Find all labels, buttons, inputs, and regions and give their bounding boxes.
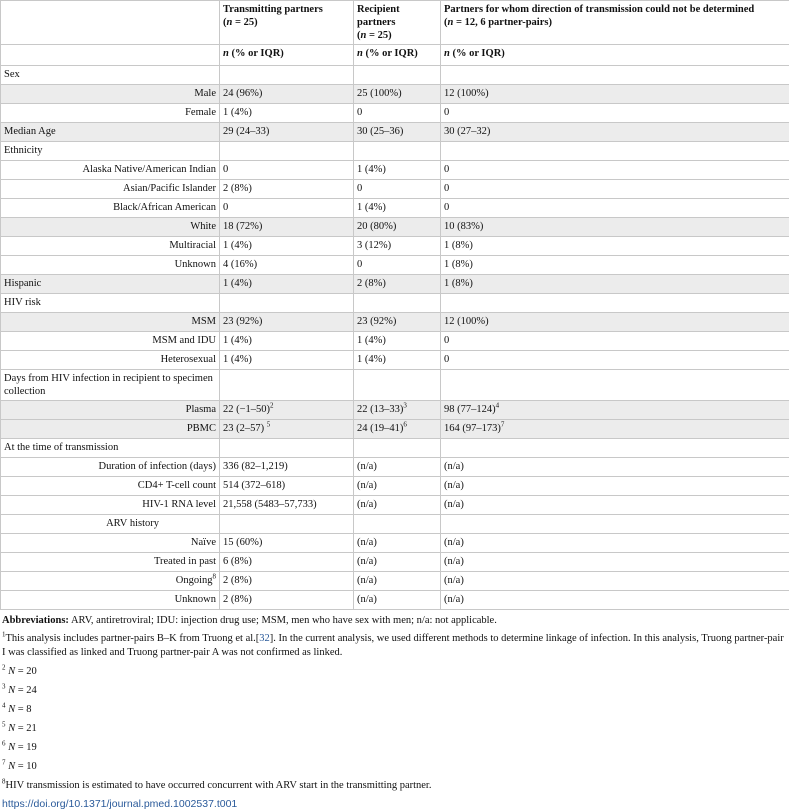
table-row — [1, 515, 789, 534]
cell-c4: 1 (8%) — [441, 237, 789, 256]
table-row — [1, 85, 789, 104]
footnote-n: $^3$ N = 24 — [2, 684, 787, 698]
cell-c3: 0 — [354, 104, 441, 123]
unit-row — [1, 45, 789, 66]
row-label: MSM — [1, 313, 220, 332]
unit-label: n (% or IQR) — [354, 45, 441, 66]
cell-c4: 0 — [441, 104, 789, 123]
row-label: Duration of infection (days) — [1, 458, 220, 477]
row-label: Sex — [1, 66, 220, 85]
row-label: MSM and IDU — [1, 332, 220, 351]
row-label: Hispanic — [1, 275, 220, 294]
cell-c4: (n/a) — [441, 591, 789, 610]
cell-c3: (n/a) — [354, 591, 441, 610]
row-label: Days from HIV infection in recipient to specimen collection — [1, 370, 220, 401]
table-row — [1, 161, 789, 180]
cell-c4: 0 — [441, 332, 789, 351]
row-label: ARV history — [1, 515, 220, 534]
cell-c2: 2 (8%) — [220, 180, 354, 199]
cell-c2: 23 (92%) — [220, 313, 354, 332]
cell-c2: 1 (4%) — [220, 351, 354, 370]
table-row — [1, 275, 789, 294]
cell-c3: 0 — [354, 180, 441, 199]
table-row — [1, 199, 789, 218]
cell-c2: 18 (72%) — [220, 218, 354, 237]
abbreviations-note: Abbreviations: ARV, antiretroviral; IDU: injection drug use; MSM, men who have sex with men; n/a: not applicable. — [2, 614, 787, 628]
table-row — [1, 313, 789, 332]
cell-c4: (n/a) — [441, 534, 789, 553]
table-row — [1, 237, 789, 256]
cell-c2 — [220, 66, 354, 85]
cell-c3: 30 (25–36) — [354, 123, 441, 142]
cell-c2: 336 (82–1,219) — [220, 458, 354, 477]
cell-c3: 1 (4%) — [354, 199, 441, 218]
cell-c3: 1 (4%) — [354, 332, 441, 351]
table-row — [1, 104, 789, 123]
cell-c4: 98 $(77-124)^4$ — [441, 401, 789, 420]
cell-c4: (n/a) — [441, 572, 789, 591]
cell-c3: 22 $(13-33)^3$ — [354, 401, 441, 420]
footnote-n: $^7$ N = 10 — [2, 760, 787, 774]
header-undetermined: Partners for whom direction of transmission could not be determined (n = 12, 6 partner-pairs) — [441, 1, 789, 45]
cell-c4 — [441, 370, 789, 401]
footnote-n: $^4$ N = 8 — [2, 703, 787, 717]
header-row — [1, 1, 789, 45]
row-label: Black/African American — [1, 199, 220, 218]
cell-c2: 21,558 (5483–57,733) — [220, 496, 354, 515]
row-label: Male — [1, 85, 220, 104]
cell-c3: 24 $(19-41)^6$ — [354, 420, 441, 439]
footnote-8: $^8$HIV transmission is estimated to have occurred concurrent with ARV start in the transmitting partner. — [2, 779, 787, 793]
row-label: Female — [1, 104, 220, 123]
cell-c3: 2 (8%) — [354, 275, 441, 294]
cell-c2: 1 (4%) — [220, 332, 354, 351]
table-row — [1, 123, 789, 142]
doi-link[interactable]: https://doi.org/10.1371/journal.pmed.1002537.t001 — [0, 798, 789, 810]
row-label: Unknown — [1, 256, 220, 275]
cell-c4: 0 — [441, 180, 789, 199]
header-transmitting: Transmitting partners (n = 25) — [220, 1, 354, 45]
table-row — [1, 458, 789, 477]
cell-c4 — [441, 294, 789, 313]
cell-c2 — [220, 142, 354, 161]
cell-c4: 0 — [441, 199, 789, 218]
table-row — [1, 256, 789, 275]
cell-c4: (n/a) — [441, 553, 789, 572]
table-row — [1, 294, 789, 313]
footnote-1: $^1$This analysis includes partner-pairs B–K from Truong et al.[32]. In the current analysis, we used different methods to determine linkage of infection. In this analysis, Truong partner-pair I was classified as linked and Truong partner-pair A was not confirmed as linked. — [2, 632, 787, 660]
row-label: HIV risk — [1, 294, 220, 313]
row-label: Alaska Native/American Indian — [1, 161, 220, 180]
cell-c4: (n/a) — [441, 458, 789, 477]
unit-label: n (% or IQR) — [220, 45, 354, 66]
table-row — [1, 477, 789, 496]
cell-c3: 0 — [354, 256, 441, 275]
cell-c3 — [354, 370, 441, 401]
table-row — [1, 496, 789, 515]
cell-c2: 0 — [220, 161, 354, 180]
cell-c3: 1 (4%) — [354, 161, 441, 180]
cell-c2: 1 (4%) — [220, 275, 354, 294]
cell-c4: 1 (8%) — [441, 256, 789, 275]
row-label: Heterosexual — [1, 351, 220, 370]
cell-c3: (n/a) — [354, 553, 441, 572]
cell-c4: 0 — [441, 161, 789, 180]
table-notes — [0, 610, 789, 793]
cell-c2: 2 (8%) — [220, 591, 354, 610]
row-label: White — [1, 218, 220, 237]
table-row — [1, 534, 789, 553]
cell-c3: (n/a) — [354, 572, 441, 591]
cell-c2 — [220, 294, 354, 313]
cell-c4 — [441, 142, 789, 161]
cell-c3: (n/a) — [354, 534, 441, 553]
cell-c3 — [354, 142, 441, 161]
row-label: PBMC — [1, 420, 220, 439]
table-body — [1, 66, 789, 610]
cell-c3: (n/a) — [354, 458, 441, 477]
table-row — [1, 332, 789, 351]
cell-c3 — [354, 439, 441, 458]
cell-c4: 12 (100%) — [441, 85, 789, 104]
table-row — [1, 572, 789, 591]
cell-c4 — [441, 515, 789, 534]
cell-c2: 4 (16%) — [220, 256, 354, 275]
cell-c3: 3 (12%) — [354, 237, 441, 256]
row-label: Unknown — [1, 591, 220, 610]
cell-c4: 164 $(97-173)^7$ — [441, 420, 789, 439]
cell-c4 — [441, 66, 789, 85]
table-row — [1, 553, 789, 572]
row-label: CD4+ T-cell count — [1, 477, 220, 496]
table-row — [1, 420, 789, 439]
cell-c2: 2 (8%) — [220, 572, 354, 591]
cell-c4: (n/a) — [441, 477, 789, 496]
row-label: HIV-1 RNA level — [1, 496, 220, 515]
cell-c3: (n/a) — [354, 496, 441, 515]
footnote-n: $^6$ N = 19 — [2, 741, 787, 755]
cell-c2: 29 (24–33) — [220, 123, 354, 142]
cell-c2 — [220, 515, 354, 534]
cell-c2: 24 (96%) — [220, 85, 354, 104]
cell-c3: 20 (80%) — [354, 218, 441, 237]
cell-c2: 6 (8%) — [220, 553, 354, 572]
cell-c2 — [220, 439, 354, 458]
row-label: Ethnicity — [1, 142, 220, 161]
row-label: At the time of transmission — [1, 439, 220, 458]
cell-c2: 514 (372–618) — [220, 477, 354, 496]
cell-c2 — [220, 370, 354, 401]
cell-c2: 0 — [220, 199, 354, 218]
cell-c3 — [354, 66, 441, 85]
table-row — [1, 401, 789, 420]
row-label: Multiracial — [1, 237, 220, 256]
table-row — [1, 180, 789, 199]
cell-c3: 23 (92%) — [354, 313, 441, 332]
cell-c3 — [354, 515, 441, 534]
header-recipient: Recipient partners (n = 25) — [354, 1, 441, 45]
cell-c4: 0 — [441, 351, 789, 370]
table-row — [1, 439, 789, 458]
footnote-n-list — [2, 665, 787, 774]
reference-link[interactable]: 32 — [259, 633, 270, 644]
row-label: Treated in past — [1, 553, 220, 572]
footnote-n: $^2$ N = 20 — [2, 665, 787, 679]
table-row — [1, 218, 789, 237]
cell-c4 — [441, 439, 789, 458]
header-empty-cell — [1, 1, 220, 45]
row-label: Plasma — [1, 401, 220, 420]
table-row — [1, 591, 789, 610]
cell-c4: 1 (8%) — [441, 275, 789, 294]
footnote-n: $^5$ N = 21 — [2, 722, 787, 736]
unit-label: n (% or IQR) — [441, 45, 789, 66]
cell-c3: 25 (100%) — [354, 85, 441, 104]
cell-c4: 12 (100%) — [441, 313, 789, 332]
cell-c4: 30 (27–32) — [441, 123, 789, 142]
cell-c4: 10 (83%) — [441, 218, 789, 237]
cell-c2: 22 $(-1-50)^2$ — [220, 401, 354, 420]
cell-c3 — [354, 294, 441, 313]
row-label: Ongoing$^8$ — [1, 572, 220, 591]
cell-c3: (n/a) — [354, 477, 441, 496]
cell-c3: 1 (4%) — [354, 351, 441, 370]
table-row — [1, 142, 789, 161]
row-label: Asian/Pacific Islander — [1, 180, 220, 199]
table-row — [1, 370, 789, 401]
unit-empty-cell — [1, 45, 220, 66]
table-row — [1, 351, 789, 370]
row-label: Naïve — [1, 534, 220, 553]
cell-c4: (n/a) — [441, 496, 789, 515]
table-row — [1, 66, 789, 85]
row-label: Median Age — [1, 123, 220, 142]
cell-c2: 1 (4%) — [220, 237, 354, 256]
cell-c2: 1 (4%) — [220, 104, 354, 123]
cell-c2: 23 (2–57) $^5$ — [220, 420, 354, 439]
cell-c2: 15 (60%) — [220, 534, 354, 553]
